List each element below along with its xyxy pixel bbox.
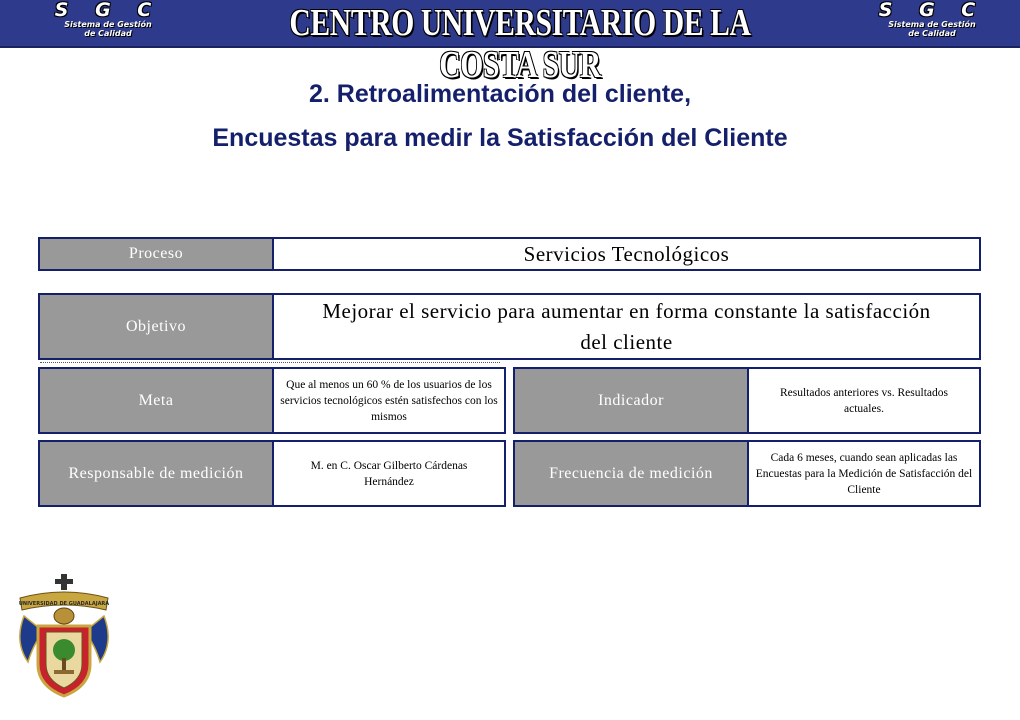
sgc-subtitle-line1: Sistema de Gestión (888, 20, 976, 29)
objetivo-value: Mejorar el servicio para aumentar en forma constante la satisfacción del cliente (322, 298, 931, 354)
indicador-row (513, 367, 981, 434)
dotted-divider (40, 362, 500, 365)
university-crest-icon (10, 572, 118, 702)
sgc-subtitle-line1: Sistema de Gestión (64, 20, 152, 29)
indicador-value: Resultados anteriores vs. Resultados actuales. (779, 386, 948, 415)
meta-value: Que al menos un 60 % de los usuarios de los servicios tecnológicos estén satisfechos con los mismos (280, 378, 498, 423)
responsable-value: M. en C. Oscar Gilberto Cárdenas Hernández (310, 459, 468, 488)
institution-title: CENTRO UNIVERSITARIO DE LA COSTA SUR (289, 2, 751, 86)
proceso-row (38, 237, 981, 271)
slide-title-line1: 2. Retroalimentación del cliente, (308, 80, 692, 108)
slide-title-line2: Encuestas para medir la Satisfacción del Cliente (212, 124, 788, 152)
sgc-letters: S G C (878, 0, 986, 21)
header-banner (0, 0, 1020, 86)
objetivo-label: Objetivo (40, 295, 274, 358)
meta-label: Meta (40, 369, 274, 432)
crest-banner-text: UNIVERSIDAD DE GUADALAJARA (18, 601, 110, 607)
responsable-label: Responsable de medición (40, 442, 274, 505)
objetivo-row (38, 293, 981, 360)
frecuencia-value: Cada 6 meses, cuando sean aplicadas las Encuestas para la Medición de Satisfacción del Cliente (755, 451, 973, 496)
indicador-label: Indicador (515, 369, 749, 432)
sgc-letters: S G C (54, 0, 162, 21)
frecuencia-label: Frecuencia de medición (515, 442, 749, 505)
sgc-subtitle-line2: de Calidad (84, 29, 132, 38)
frecuencia-row (513, 440, 981, 507)
proceso-label: Proceso (40, 239, 274, 269)
sgc-subtitle-line2: de Calidad (908, 29, 956, 38)
responsable-row (38, 440, 506, 507)
meta-row (38, 367, 506, 434)
proceso-value: Servicios Tecnológicos (523, 241, 730, 266)
sgc-logo-right (862, 0, 1002, 46)
sgc-logo-left (38, 0, 178, 46)
